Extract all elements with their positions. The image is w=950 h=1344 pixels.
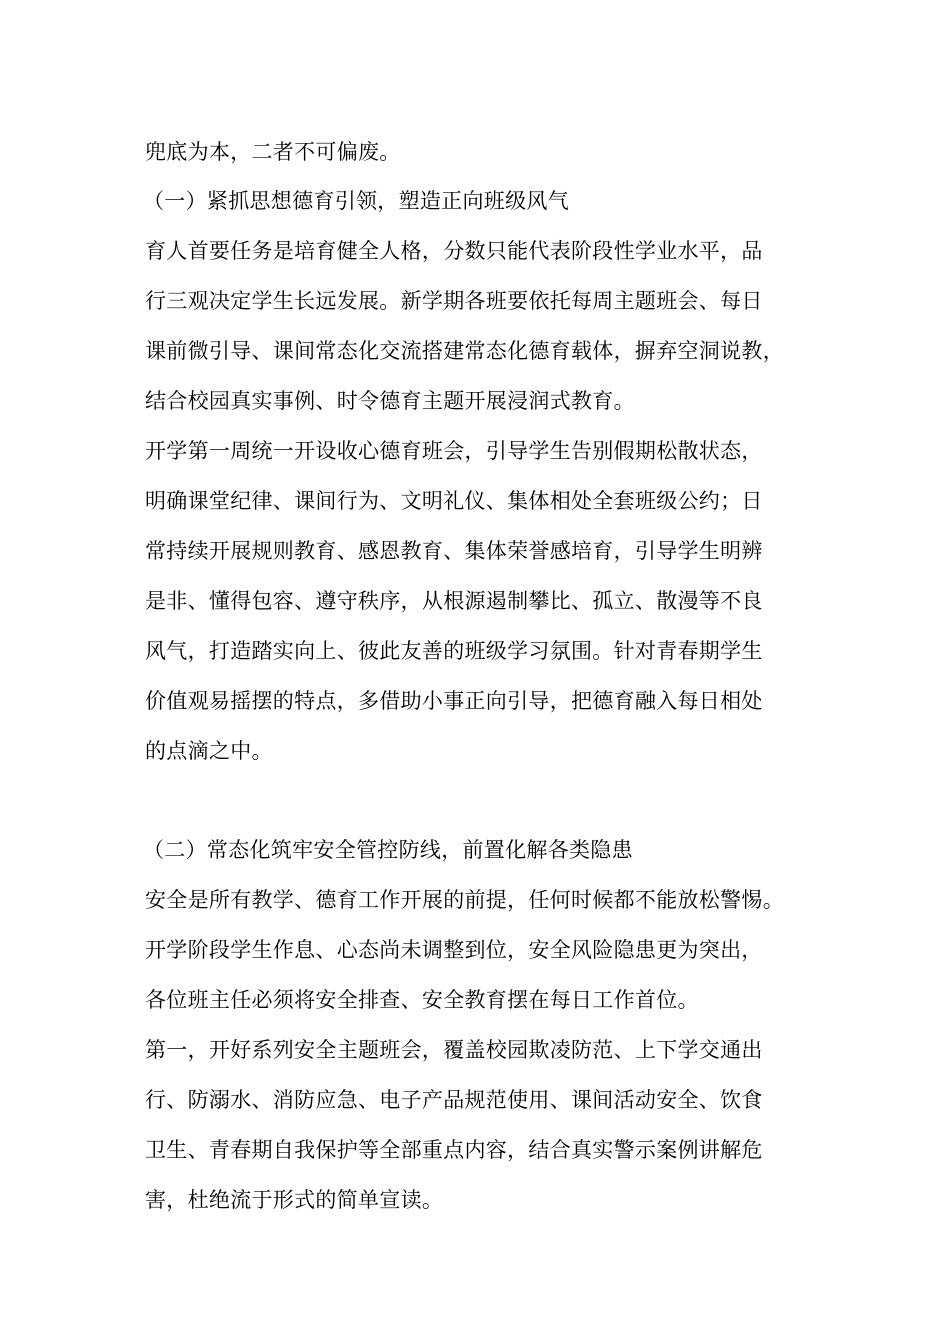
body-text-line: 明确课堂纪律、课间行为、文明礼仪、集体相处全套班级公约；日 — [145, 489, 763, 513]
body-text-line: 卫生、青春期自我保护等全部重点内容，结合真实警示案例讲解危 — [145, 1138, 763, 1162]
body-text-line: 课前微引导、课间常态化交流搭建常态化德育载体，摒弃空洞说教， — [145, 339, 784, 363]
body-text-line: 安全是所有教学、德育工作开展的前提，任何时候都不能放松警惕。 — [145, 888, 784, 912]
body-text-line: 价值观易摇摆的特点，多借助小事正向引导，把德育融入每日相处 — [145, 689, 763, 713]
body-text-line: 各位班主任必须将安全排查、安全教育摆在每日工作首位。 — [145, 988, 699, 1012]
body-text-line: 第一，开好系列安全主题班会，覆盖校园欺凌防范、上下学交通出 — [145, 1038, 763, 1062]
body-text-line: 结合校园真实事例、时令德育主题开展浸润式教育。 — [145, 389, 635, 413]
section-heading-2: （二）常态化筑牢安全管控防线，前置化解各类隐患 — [143, 838, 633, 862]
body-text-line: 育人首要任务是培育健全人格，分数只能代表阶段性学业水平，品 — [145, 239, 763, 263]
body-text-line: 开学阶段学生作息、心态尚未调整到位，安全风险隐患更为突出， — [145, 938, 763, 962]
section-heading-1: （一）紧抓思想德育引领，塑造正向班级风气 — [143, 189, 569, 213]
body-text-line: 开学第一周统一开设收心德育班会，引导学生告别假期松散状态， — [145, 439, 763, 463]
body-text-line: 常持续开展规则教育、感恩教育、集体荣誉感培育，引导学生明辨 — [145, 539, 763, 563]
body-text-line: 风气，打造踏实向上、彼此友善的班级学习氛围。针对青春期学生 — [145, 639, 763, 663]
body-text-line: 行、防溺水、消防应急、电子产品规范使用、课间活动安全、饮食 — [145, 1088, 763, 1112]
body-text-line: 行三观决定学生长远发展。新学期各班要依托每周主题班会、每日 — [145, 289, 763, 313]
body-text-line: 的点滴之中。 — [145, 739, 273, 763]
body-text-line: 害，杜绝流于形式的简单宣读。 — [145, 1188, 444, 1212]
body-text-line: 是非、懂得包容、遵守秩序，从根源遏制攀比、孤立、散漫等不良 — [145, 589, 763, 613]
body-text-line: 兜底为本，二者不可偏废。 — [145, 140, 401, 164]
